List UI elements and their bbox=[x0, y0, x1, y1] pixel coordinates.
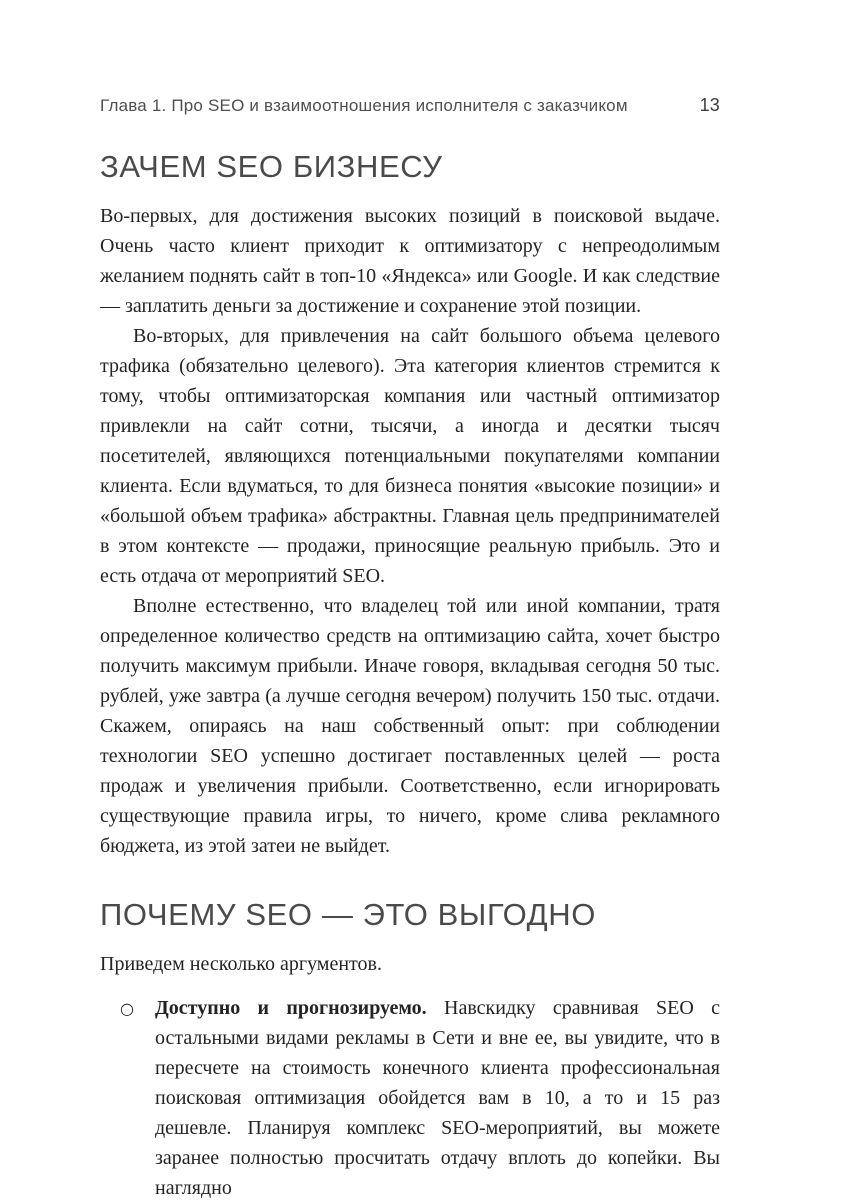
section-body bbox=[100, 949, 720, 1200]
intro-paragraph: Приведем несколько аргументов. bbox=[100, 953, 382, 975]
running-header bbox=[100, 94, 720, 117]
paragraph: Во-первых, для достижения высоких позиций в поисковой выдаче. Очень часто клиент приходит к оптимизатору с непреодолимым желанием поднять сайт в топ-10 «Яндекса» или Google. И как следствие — заплатить деньги за достижение и сохранение этой позиции. bbox=[100, 205, 720, 317]
argument-list bbox=[100, 993, 720, 1200]
list-item bbox=[100, 993, 720, 1200]
section-heading-why-seo-profitable: ПОЧЕМУ SEO — ЭТО ВЫГОДНО bbox=[100, 897, 596, 932]
page-number: 13 bbox=[699, 95, 720, 115]
paragraph: Вполне естественно, что владелец той или иной компании, тратя определенное количество средств на оптимизацию сайта, хочет быстро получить максимум прибыли. Иначе говоря, вкладывая сегодня 50 тыс. рублей, уже завтра (а лучше сегодня вечером) получить 150 тыс. отдачи. Скажем, опираясь на наш собственный опыт: при соблюдении технологии SEO успешно достигает поставленных целей — роста продаж и увеличения прибыли. Соответственно, если игнорировать существующие правила игры, то ничего, кроме слива рекламного бюджета, из этой затеи не выйдет. bbox=[100, 595, 720, 857]
list-item-text: Навскидку сравнивая SEO с остальными видами рекламы в Сети и вне ее, вы увидите, что в пересчете на стоимость конечного клиента профессиональная поисковая оптимизация обойдется вам в 10, а то и 15 раз дешевле. Планируя комплекс SEO-мероприятий, вы можете заранее полностью просчитать отдачу вплоть до копейки. Вы наглядно bbox=[155, 997, 721, 1199]
circle-bullet-icon: ○ bbox=[120, 999, 134, 1018]
section-body bbox=[100, 201, 720, 861]
chapter-title: Глава 1. Про SEO и взаимоотношения исполнителя с заказчиком bbox=[100, 96, 628, 115]
paragraph: Во-вторых, для привлечения на сайт большого объема целевого трафика (обязательно целевого). Эта категория клиентов стремится к тому, чтобы оптимизаторская компания или частный оптимизатор привлекли на сайт сотни, тысячи, а иногда и десятки тысяч посетителей, являющихся потенциальными покупателями компании клиента. Если вдуматься, то для бизнеса понятия «высокие позиции» и «большой объем трафика» абстрактны. Главная цель предпринимателей в этом контексте — продажи, приносящие реальную прибыль. Это и есть отдача от мероприятий SEO. bbox=[100, 325, 720, 587]
section-heading-why-seo-business: ЗАЧЕМ SEO БИЗНЕСУ bbox=[100, 149, 443, 184]
list-item-lead: Доступно и прогнозируемо. bbox=[155, 997, 427, 1019]
